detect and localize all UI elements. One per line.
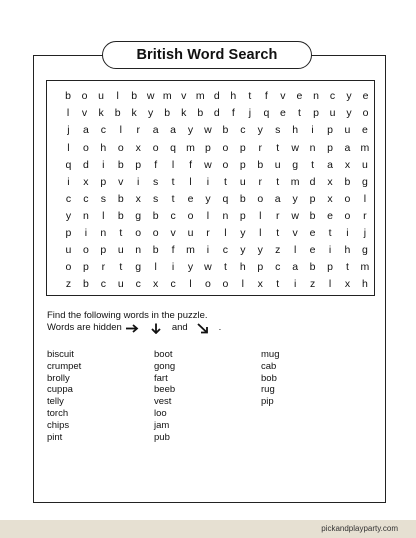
grid-letter: z bbox=[309, 278, 316, 291]
grid-letter: m bbox=[360, 141, 370, 154]
grid-letter: d bbox=[309, 175, 317, 188]
grid-letter: l bbox=[241, 278, 245, 291]
grid-letter: q bbox=[65, 158, 72, 171]
grid-letter: b bbox=[309, 261, 317, 274]
grid-letter: y bbox=[205, 192, 212, 205]
grid-letter: b bbox=[309, 209, 317, 222]
grid-letter: l bbox=[171, 158, 175, 171]
word-list-item: bob bbox=[261, 372, 277, 384]
grid-letter: p bbox=[135, 158, 142, 171]
word-list-item: pip bbox=[261, 396, 274, 408]
grid-letter: j bbox=[67, 124, 71, 137]
grid-letter: t bbox=[346, 261, 350, 274]
grid-letter: o bbox=[344, 209, 351, 222]
grid-letter: c bbox=[100, 124, 107, 137]
grid-letter: c bbox=[100, 278, 107, 291]
grid-letter: h bbox=[100, 141, 107, 154]
grid-letter: c bbox=[135, 278, 142, 291]
grid-letter: l bbox=[259, 209, 262, 222]
grid-letter: t bbox=[119, 227, 123, 240]
grid-letter: v bbox=[292, 227, 299, 240]
word-list-item: vest bbox=[154, 396, 172, 408]
grid-letter: x bbox=[153, 278, 159, 291]
grid-letter: n bbox=[100, 227, 107, 240]
grid-letter: r bbox=[136, 124, 141, 137]
grid-letter: a bbox=[82, 124, 90, 137]
grid-letter: y bbox=[65, 209, 72, 222]
grid-letter: p bbox=[82, 261, 90, 274]
grid-letter: i bbox=[137, 175, 140, 188]
grid-letter: l bbox=[119, 124, 123, 137]
grid-letter: e bbox=[327, 209, 334, 222]
grid-letter: b bbox=[222, 124, 229, 137]
grid-letter: b bbox=[117, 209, 125, 222]
grid-letter: u bbox=[117, 244, 125, 257]
grid-letter: y bbox=[292, 192, 299, 205]
grid-letter: j bbox=[363, 227, 367, 240]
grid-letter: b bbox=[197, 107, 204, 120]
grid-letter: p bbox=[100, 175, 107, 188]
grid-row bbox=[47, 173, 374, 190]
grid-letter: w bbox=[291, 209, 300, 222]
grid-letter: d bbox=[82, 158, 90, 171]
page-title bbox=[102, 41, 312, 69]
grid-letter: t bbox=[297, 107, 302, 120]
grid-letter: o bbox=[222, 141, 229, 154]
grid-letter: q bbox=[222, 192, 229, 205]
grid-letter: g bbox=[361, 175, 369, 188]
grid-letter: t bbox=[119, 261, 123, 274]
grid-letter: h bbox=[239, 261, 247, 274]
grid-letter: b bbox=[257, 158, 264, 171]
grid-letter: r bbox=[258, 141, 263, 154]
grid-letter: p bbox=[257, 261, 264, 274]
grid-letter: y bbox=[187, 261, 194, 274]
grid-letter: t bbox=[276, 227, 280, 240]
grid-letter: m bbox=[360, 261, 370, 274]
grid-letter: y bbox=[187, 124, 194, 137]
grid-letter: i bbox=[328, 244, 332, 257]
grid-letter: r bbox=[206, 227, 211, 240]
grid-letter: e bbox=[361, 124, 369, 137]
grid-letter: c bbox=[275, 261, 281, 274]
grid-letter: p bbox=[65, 227, 72, 240]
grid-letter: h bbox=[344, 244, 351, 257]
grid-letter: p bbox=[309, 192, 317, 205]
word-list-item: fart bbox=[154, 372, 168, 384]
word-list-item: boot bbox=[154, 349, 173, 360]
grid-letter: o bbox=[65, 261, 72, 274]
grid-letter: w bbox=[291, 141, 300, 154]
grid-letter: o bbox=[82, 244, 90, 257]
grid-letter: o bbox=[187, 209, 194, 222]
word-list-item: brolly bbox=[47, 372, 70, 384]
down-arrow-icon bbox=[149, 323, 163, 334]
grid-letter: b bbox=[114, 107, 122, 120]
grid-letter: y bbox=[346, 90, 353, 103]
grid-letter: i bbox=[206, 244, 210, 257]
grid-letter: t bbox=[311, 158, 315, 171]
grid-row bbox=[47, 122, 374, 139]
grid-letter: p bbox=[239, 141, 247, 154]
grid-letter: n bbox=[135, 244, 142, 257]
grid-row bbox=[47, 225, 374, 242]
grid-letter: u bbox=[65, 244, 72, 257]
grid-letter: y bbox=[240, 227, 246, 240]
grid-letter: c bbox=[65, 192, 72, 205]
grid-letter: b bbox=[131, 90, 138, 103]
grid-letter: e bbox=[187, 192, 194, 205]
grid-letter: o bbox=[82, 141, 90, 154]
grid-letter: v bbox=[280, 90, 287, 103]
letter-grid bbox=[47, 88, 374, 293]
grid-letter: u bbox=[117, 278, 125, 291]
word-list-item: loo bbox=[154, 407, 167, 419]
grid-letter: l bbox=[328, 278, 332, 291]
grid-letter: l bbox=[206, 209, 210, 222]
grid-letter: u bbox=[187, 227, 194, 240]
grid-letter: i bbox=[293, 278, 297, 291]
grid-letter: f bbox=[231, 107, 236, 120]
instructions bbox=[47, 310, 221, 334]
grid-letter: f bbox=[154, 158, 158, 171]
grid-letter: n bbox=[82, 209, 90, 222]
grid-letter: k bbox=[181, 107, 187, 120]
grid-letter: p bbox=[313, 107, 320, 120]
grid-letter: l bbox=[259, 227, 262, 240]
grid-letter: i bbox=[171, 261, 175, 274]
grid-letter: l bbox=[293, 244, 297, 257]
word-list-column-2 bbox=[154, 349, 175, 443]
grid-letter: f bbox=[264, 90, 269, 103]
grid-letter: i bbox=[67, 175, 71, 188]
grid-letter: p bbox=[327, 261, 334, 274]
grid-letter: p bbox=[239, 158, 247, 171]
grid-row bbox=[47, 259, 374, 276]
grid-letter: t bbox=[276, 175, 280, 188]
grid-letter: d bbox=[213, 107, 221, 120]
grid-letter: u bbox=[98, 90, 105, 103]
grid-letter: o bbox=[362, 107, 369, 120]
grid-letter: a bbox=[327, 158, 334, 171]
grid-letter: l bbox=[67, 141, 71, 154]
word-list-item: crumpet bbox=[47, 360, 82, 372]
grid-letter: l bbox=[189, 278, 193, 291]
grid-letter: x bbox=[135, 192, 142, 205]
instructions-period: . bbox=[218, 322, 222, 333]
grid-letter: t bbox=[171, 192, 176, 205]
grid-letter: c bbox=[240, 124, 246, 137]
grid-letter: w bbox=[204, 261, 213, 274]
grid-row bbox=[47, 208, 374, 225]
grid-letter: c bbox=[170, 278, 177, 291]
grid-letter: o bbox=[152, 141, 160, 154]
grid-letter: u bbox=[274, 158, 282, 171]
grid-letter: v bbox=[181, 90, 187, 103]
grid-letter: b bbox=[239, 192, 247, 205]
grid-letter: l bbox=[116, 90, 120, 103]
grid-letter: r bbox=[275, 209, 280, 222]
grid-row bbox=[47, 242, 374, 259]
grid-letter: d bbox=[213, 90, 221, 103]
grid-letter: l bbox=[189, 175, 193, 188]
grid-letter: w bbox=[204, 124, 213, 137]
grid-letter: g bbox=[135, 261, 142, 274]
grid-letter: o bbox=[135, 227, 142, 240]
grid-letter: f bbox=[189, 158, 193, 171]
grid-letter: t bbox=[276, 278, 280, 291]
grid-letter: b bbox=[117, 158, 125, 171]
grid-letter: u bbox=[239, 175, 247, 188]
grid-letter: a bbox=[292, 261, 299, 274]
word-list-item: rug bbox=[261, 384, 275, 396]
grid-letter: h bbox=[230, 90, 237, 103]
grid-letter: o bbox=[344, 192, 351, 205]
word-list-item: mug bbox=[261, 349, 280, 360]
grid-letter: o bbox=[152, 227, 160, 240]
grid-letter: z bbox=[65, 278, 72, 291]
grid-row bbox=[47, 276, 374, 293]
grid-letter: m bbox=[186, 141, 196, 154]
grid-letter: e bbox=[309, 244, 317, 257]
grid-letter: b bbox=[117, 192, 125, 205]
grid-letter: e bbox=[362, 90, 369, 103]
grid-letter: q bbox=[263, 107, 270, 120]
instructions-and-text: and bbox=[171, 322, 188, 333]
grid-letter: x bbox=[257, 278, 264, 291]
word-list-item: pint bbox=[47, 431, 63, 443]
grid-letter: r bbox=[363, 209, 368, 222]
grid-letter: r bbox=[258, 175, 263, 188]
grid-letter: a bbox=[152, 124, 160, 137]
grid-letter: s bbox=[275, 124, 281, 137]
grid-row bbox=[47, 156, 374, 173]
grid-letter: c bbox=[222, 244, 229, 257]
instructions-hidden-text: Words are hidden bbox=[47, 322, 122, 333]
word-list-item: chips bbox=[47, 419, 70, 431]
grid-letter: m bbox=[186, 244, 196, 257]
word-list-item: jam bbox=[154, 419, 170, 431]
grid-letter: u bbox=[344, 124, 351, 137]
grid-letter: k bbox=[98, 107, 105, 120]
word-list-item: pub bbox=[154, 431, 170, 443]
grid-letter: x bbox=[327, 175, 334, 188]
grid-letter: l bbox=[66, 107, 70, 120]
grid-letter: u bbox=[329, 107, 336, 120]
grid-letter: p bbox=[239, 209, 247, 222]
right-arrow-icon bbox=[125, 323, 139, 334]
grid-letter: m bbox=[195, 90, 206, 103]
grid-letter: e bbox=[280, 107, 287, 120]
grid-letter: g bbox=[292, 158, 299, 171]
grid-letter: o bbox=[222, 278, 229, 291]
grid-letter: m bbox=[290, 175, 301, 188]
grid-letter: l bbox=[154, 261, 158, 274]
grid-letter: v bbox=[170, 227, 177, 240]
grid-letter: p bbox=[205, 141, 212, 154]
grid-letter: g bbox=[135, 209, 142, 222]
grid-letter: o bbox=[257, 192, 264, 205]
grid-letter: v bbox=[81, 107, 88, 120]
grid-letter: z bbox=[275, 244, 281, 257]
grid-letter: i bbox=[84, 227, 88, 240]
grid-letter: e bbox=[296, 90, 303, 103]
grid-letter: y bbox=[148, 107, 154, 120]
grid-letter: p bbox=[100, 244, 107, 257]
grid-letter: n bbox=[222, 209, 229, 222]
grid-letter: y bbox=[240, 244, 246, 257]
word-list-item: torch bbox=[47, 407, 69, 419]
grid-letter: j bbox=[248, 107, 252, 120]
grid-letter: t bbox=[223, 175, 228, 188]
grid-row bbox=[47, 88, 374, 105]
diagonal-down-right-arrow-icon bbox=[196, 323, 210, 334]
grid-letter: w bbox=[146, 90, 155, 103]
grid-letter: t bbox=[223, 261, 228, 274]
word-list-item: cuppa bbox=[47, 384, 73, 396]
grid-letter: i bbox=[311, 124, 315, 137]
grid-letter: b bbox=[164, 107, 171, 120]
grid-letter: i bbox=[346, 227, 350, 240]
grid-letter: g bbox=[361, 244, 369, 257]
grid-letter: b bbox=[152, 244, 160, 257]
word-list-column-3 bbox=[261, 349, 279, 408]
word-list-item: beeb bbox=[154, 384, 176, 396]
word-list-item: gong bbox=[154, 360, 176, 372]
footer-bar bbox=[0, 520, 416, 538]
grid-letter: y bbox=[346, 107, 353, 120]
grid-letter: y bbox=[257, 124, 264, 137]
grid-letter: b bbox=[152, 209, 160, 222]
grid-letter: i bbox=[206, 175, 210, 188]
word-search-grid-box bbox=[46, 80, 375, 296]
grid-letter: r bbox=[101, 261, 106, 274]
word-list-item: telly bbox=[47, 396, 64, 408]
grid-letter: t bbox=[171, 175, 176, 188]
grid-letter: b bbox=[65, 90, 72, 103]
word-list-column-1 bbox=[47, 349, 81, 443]
grid-letter: k bbox=[131, 107, 138, 120]
grid-letter: s bbox=[153, 175, 159, 188]
grid-letter: s bbox=[153, 192, 159, 205]
grid-letter: c bbox=[329, 90, 336, 103]
grid-letter: f bbox=[171, 244, 176, 257]
grid-row bbox=[47, 105, 374, 122]
grid-letter: t bbox=[276, 141, 280, 154]
grid-letter: q bbox=[170, 141, 177, 154]
grid-letter: v bbox=[118, 175, 124, 188]
grid-letter: c bbox=[170, 209, 177, 222]
grid-letter: o bbox=[222, 158, 229, 171]
instructions-line-2 bbox=[47, 322, 221, 334]
grid-letter: b bbox=[344, 175, 351, 188]
grid-letter: o bbox=[117, 141, 125, 154]
grid-letter: x bbox=[135, 141, 142, 154]
grid-letter: b bbox=[82, 278, 90, 291]
grid-letter: l bbox=[363, 192, 367, 205]
grid-letter: y bbox=[257, 244, 264, 257]
grid-letter: h bbox=[292, 124, 299, 137]
grid-letter: t bbox=[328, 227, 332, 240]
word-list-item: biscuit bbox=[47, 349, 74, 360]
grid-row bbox=[47, 139, 374, 156]
grid-letter: w bbox=[204, 158, 213, 171]
grid-letter: a bbox=[274, 192, 282, 205]
grid-letter: t bbox=[248, 90, 252, 103]
grid-letter: a bbox=[344, 141, 351, 154]
grid-letter: o bbox=[81, 90, 88, 103]
grid-letter: o bbox=[205, 278, 212, 291]
grid-letter: x bbox=[344, 278, 351, 291]
grid-letter: c bbox=[83, 192, 90, 205]
footer-site-text: pickandplayparty.com bbox=[321, 524, 398, 533]
page-title-text: British Word Search bbox=[136, 47, 278, 63]
grid-letter: p bbox=[327, 124, 334, 137]
grid-letter: s bbox=[100, 192, 107, 205]
word-list-item: cab bbox=[261, 360, 277, 372]
grid-row bbox=[47, 191, 374, 208]
grid-letter: h bbox=[361, 278, 369, 291]
grid-letter: n bbox=[313, 90, 320, 103]
grid-letter: n bbox=[309, 141, 317, 154]
grid-letter: a bbox=[170, 124, 177, 137]
grid-letter: e bbox=[309, 227, 317, 240]
grid-letter: l bbox=[102, 209, 106, 222]
instructions-text: Find the following words in the puzzle. bbox=[47, 310, 208, 321]
grid-letter: m bbox=[162, 90, 173, 103]
grid-letter: x bbox=[83, 175, 90, 188]
grid-letter: u bbox=[361, 158, 369, 171]
instructions-line-1 bbox=[47, 310, 221, 322]
grid-letter: p bbox=[327, 141, 334, 154]
grid-letter: x bbox=[327, 192, 334, 205]
grid-letter: i bbox=[102, 158, 106, 171]
grid-letter: x bbox=[344, 158, 351, 171]
grid-letter: l bbox=[224, 227, 228, 240]
